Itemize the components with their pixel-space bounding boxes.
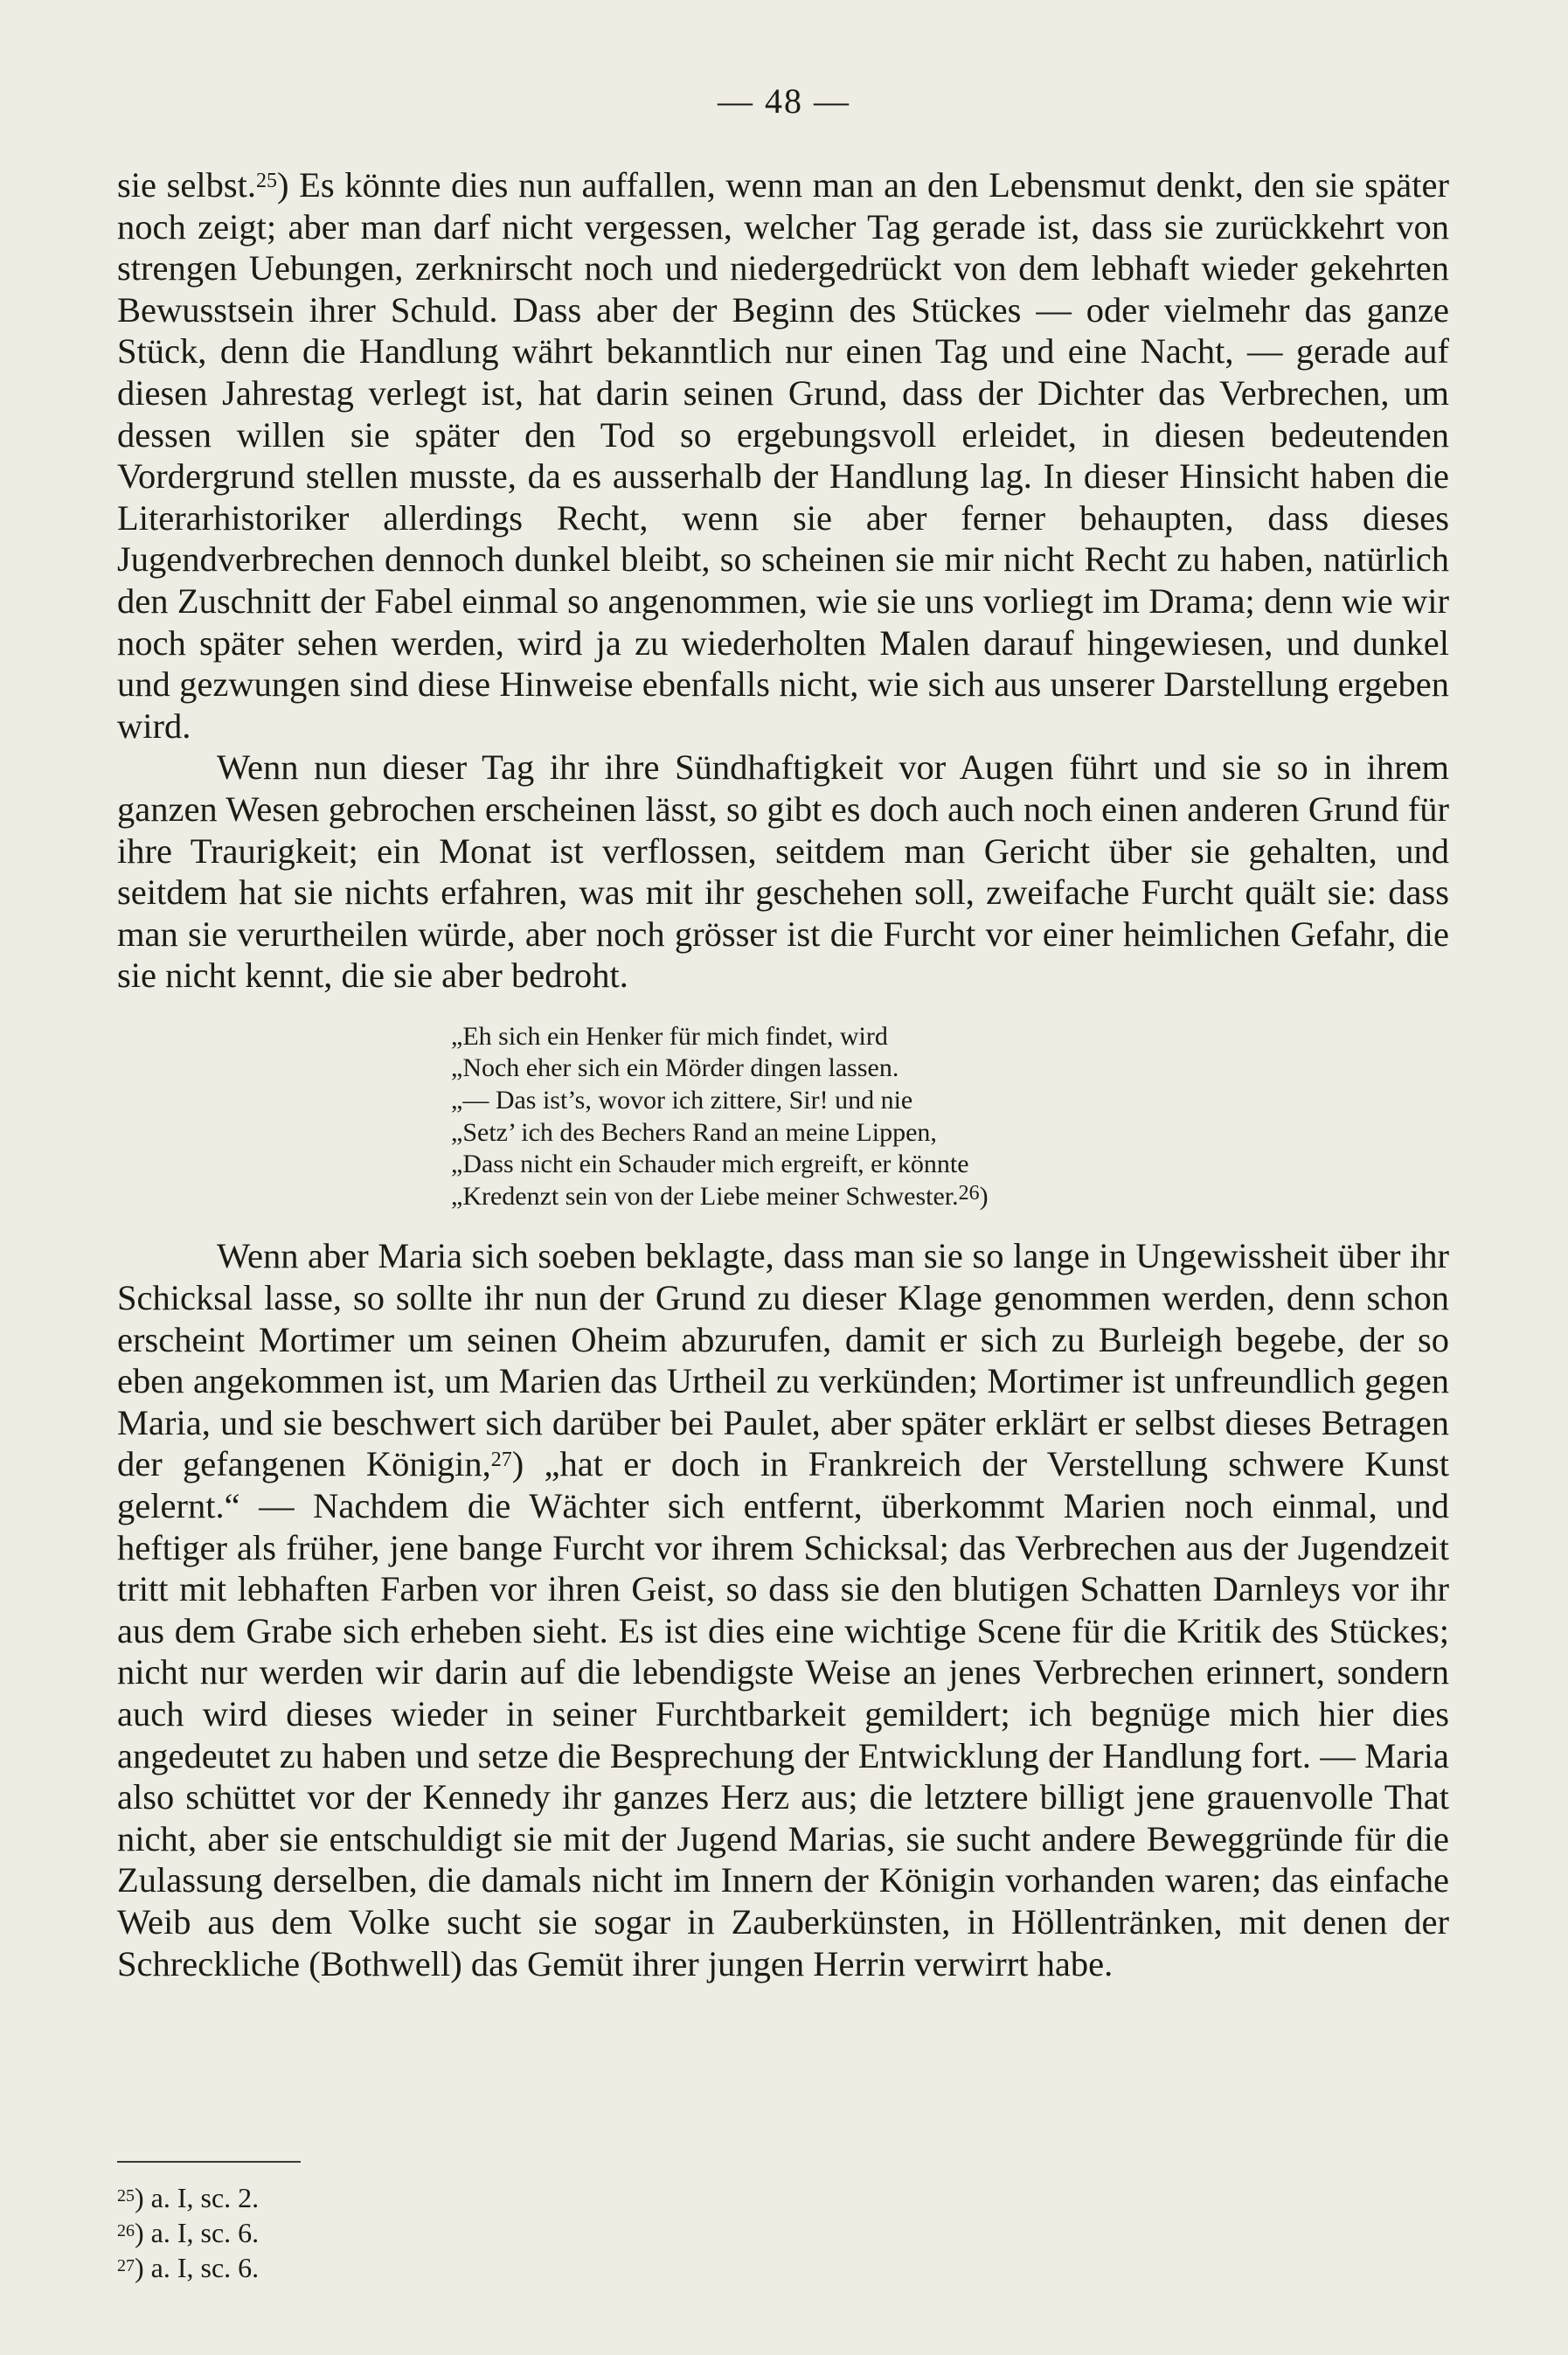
- footnote-number: 25: [117, 2186, 135, 2206]
- paragraph-2: Wenn nun dieser Tag ihr ihre Sündhaftigkeit vor Augen führt und sie so in ihrem ganzen Wesen gebrochen erscheinen lässt, so gibt es doch auch noch einen anderen Grund für ihre Traurigkeit; ein Monat ist verflossen, seitdem man Gericht über sie gehalten, und seitdem hat sie nichts erfahren, was mit ihr geschehen soll, zweifache Furcht quält sie: dass man sie verurtheilen würde, aber noch grösser ist die Furcht vor einer heimlichen Gefahr, die sie nicht kennt, die sie aber bedroht.: [117, 747, 1449, 996]
- verse-line: „— Das ist’s, wovor ich zittere, Sir! und nie: [451, 1086, 913, 1115]
- main-text: [117, 164, 1449, 1984]
- paragraph-1-start: sie selbst.: [117, 165, 257, 205]
- verse-line: „Eh sich ein Henker für mich findet, wird: [451, 1021, 888, 1051]
- footnote-number: 27: [117, 2256, 135, 2275]
- footnote-number: 26: [117, 2221, 135, 2240]
- verse-quote: [451, 1021, 1449, 1213]
- paragraph-1-rest: ) Es könnte dies nun auffallen, wenn man an den Lebensmut denkt, den sie später noch zeigt; aber man darf nicht vergessen, welcher Tag gerade ist, dass sie zurückkehrt von strengen Uebungen, zerknirscht noch und niedergedrückt von dem lebhaft wieder gekehrten Bewusstsein ihrer Schuld. Dass aber der Beginn des Stückes — oder vielmehr das ganze Stück, denn die Handlung währt bekanntlich nur einen Tag und eine Nacht, — gerade auf diesen Jahrestag verlegt ist, hat darin seinen Grund, dass der Dichter das Verbrechen, um dessen willen sie später den Tod so ergebungsvoll erleidet, in diesen bedeutenden Vordergrund stellen musste, da es ausserhalb der Handlung lag. In dieser Hinsicht haben die Literarhistoriker allerdings Recht, wenn sie aber ferner behaupten, dass dieses Jugendverbrechen dennoch dunkel bleibt, so scheinen sie mir nicht Recht zu haben, natürlich den Zuschnitt der Fabel einmal so angenommen, wie sie uns vorliegt im Drama; denn wie wir noch später sehen werden, wird ja zu wiederholten Malen darauf hingewiesen, und dunkel und gezwungen sind diese Hinweise ebenfalls nicht, wie sich aus unserer Darstellung ergeben wird.: [117, 165, 1449, 746]
- footnote-text: ) a. I, sc. 6.: [135, 2252, 260, 2283]
- verse-line: „Noch eher sich ein Mörder dingen lassen.: [451, 1053, 899, 1083]
- footnote-text: ) a. I, sc. 6.: [135, 2217, 260, 2248]
- verse-line: „Setz’ ich des Bechers Rand an meine Lippen,: [451, 1117, 937, 1147]
- footnotes: [117, 2180, 259, 2285]
- footnote: [117, 2250, 259, 2285]
- verse-line-text: „Kredenzt sein von der Liebe meiner Schwester.: [451, 1181, 959, 1211]
- paragraph-3-start: Wenn aber Maria sich soeben beklagte, dass man sie so lange in Ungewissheit über ihr Schicksal lasse, so sollte ihr nun der Grund zu dieser Klage genommen werden, denn schon erscheint Mortimer um seinen Oheim abzurufen, damit er sich zu Burleigh begebe, der so eben angekommen ist, um Marien das Urtheil zu verkünden; Mortimer ist unfreundlich gegen Maria, und sie beschwert sich darüber bei Paulet, aber später erklärt er selbst dieses Betragen der gefangenen Königin,: [117, 1236, 1449, 1484]
- page-number: — 48 —: [718, 81, 850, 121]
- footnote-text: ) a. I, sc. 2.: [135, 2182, 260, 2213]
- footnote: [117, 2215, 259, 2250]
- paragraph-3: [117, 1235, 1449, 1984]
- paragraph-1: [117, 164, 1449, 747]
- footnote-ref-27: 27: [490, 1448, 512, 1472]
- verse-line: „Dass nicht ein Schauder mich ergreift, er könnte: [451, 1150, 969, 1179]
- footnote-divider: [117, 2161, 301, 2163]
- verse-line-last: [451, 1181, 1449, 1213]
- footnote-ref-25: 25: [256, 170, 278, 192]
- footnote: [117, 2180, 259, 2215]
- footnote-ref-26: 26: [958, 1181, 980, 1205]
- paragraph-3-rest: ) „hat er doch in Frankreich der Verstellung schwere Kunst gelernt.“ — Nachdem die Wächter sich entfernt, überkommt Marien noch einmal, und heftiger als früher, jene bange Furcht vor ihrem Schicksal; das Verbrechen aus der Jugendzeit tritt mit lebhaften Farben vor ihren Geist, so dass sie den blutigen Schatten Darnleys vor ihr aus dem Grabe sich erheben sieht. Es ist dies eine wichtige Scene für die Kritik des Stückes; nicht nur werden wir darin auf die lebendigste Weise an jenes Verbrechen erinnert, sondern auch wird dieses wieder in seiner Furchtbarkeit gemildert; ich begnüge mich hier dies angedeutet zu haben und setze die Besprechung der Entwicklung der Handlung fort. — Maria also schüttet vor der Kennedy ihr ganzes Herz aus; die letztere billigt jene grauenvolle That nicht, aber sie entschuldigt sie mit der Jugend Marias, sie sucht andere Beweggründe für die Zulassung derselben, die damals nicht im Innern der Königin vorhanden waren; das einfache Weib aus dem Volke sucht sie sogar in Zauberkünsten, in Höllentränken, mit denen der Schreckliche (Bothwell) das Gemüt ihrer jungen Herrin verwirrt habe.: [117, 1444, 1449, 1983]
- verse-close-paren: ): [979, 1181, 989, 1211]
